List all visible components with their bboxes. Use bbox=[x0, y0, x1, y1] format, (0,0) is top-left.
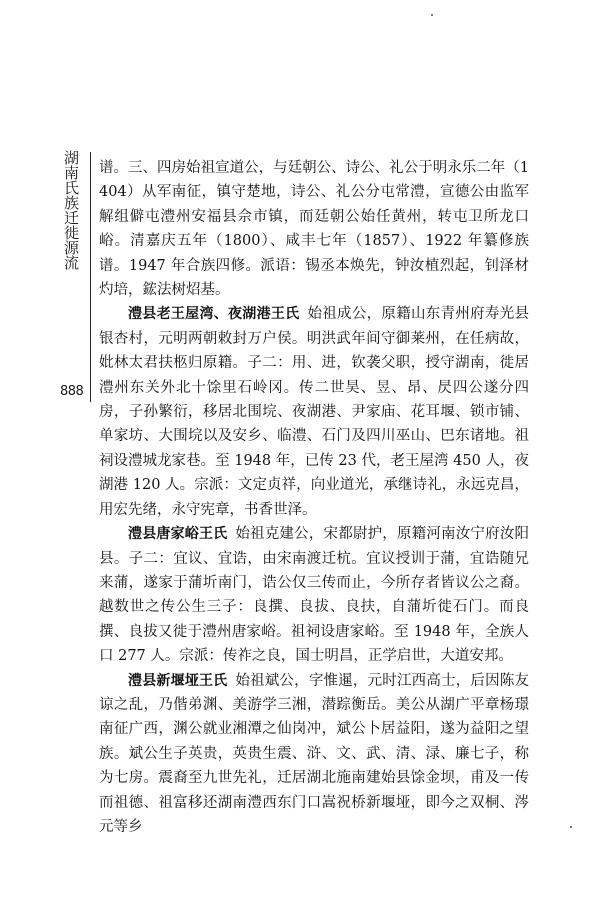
paragraph-text: 始祖斌公，字惟暹，元时江西高士，后因陈友谅之乱，乃偕弟渊、美游学三湘，潜踪衡岳。美公从湖广平章杨璟南征广西，渊公就业湘潭之仙岗冲，斌公卜居益阳，遂为益阳之望族。斌公生子英贵，英贵生震、浒、文、武、清、渌、廉七子，称为七房。震裔至九世先礼，迁居湖北施南建始县馀金坝，甫及一传而祖德、祖富移还湖南澧西东门口嵩祝桥新堰垭，即今之双桐、涔元等乡 bbox=[99, 672, 530, 835]
clan-title: 澧县唐家峪王氏 bbox=[128, 526, 228, 543]
clan-title: 澧县老王屋湾、夜湖港王氏 bbox=[128, 306, 300, 323]
side-rule bbox=[90, 152, 91, 402]
paragraph bbox=[99, 522, 529, 668]
paragraph bbox=[99, 156, 529, 302]
paragraph bbox=[99, 669, 529, 840]
clan-title: 澧县新堰垭王氏 bbox=[128, 672, 228, 689]
paragraph bbox=[99, 302, 529, 522]
page-number: 888 bbox=[60, 384, 84, 399]
paragraph-text: 始祖成公，原籍山东青州府寿光县银杏村，元明两朝敕封万户侯。明洪武年间守御莱州，在任病故，妣林太君扶柩归原籍。子二：用、进，钦袭父职，授守湖南，徙居澧州东关外北十馀里石岭冈。传二世昊、昱、昂、昃四公遂分四房，子孙繁衍，移居北围垸、夜湖港、尹家庙、花耳堰、锁市铺、单家坊、大围垸以及安乡、临澧、石门及四川巫山、巴东诸地。祖祠设澧城龙家巷。至 1948 年，已传 23 代，老王屋湾 450 人，夜湖港 120 人。宗派：文定贞祥，向业道光，承继诗礼，永远克昌，用宏先绪，永守宪章，书香世泽。 bbox=[99, 306, 530, 518]
paragraph-text: 谱。三、四房始祖宣道公，与廷朝公、诗公、礼公于明永乐二年（1404）从军南征，镇守楚地，诗公、礼公分屯常澧，宣德公由监军解组僻屯澧州安福县佘市镇，而廷朝公始任黄州，转屯卫所龙口峪。清嘉庆五年（1800）、咸丰七年（1857）、1922 年纂修族谱。1947 年合族四修。派语：锡丞本焕先，钟汝植烈起，钊泽材灼培，鋐法树炤基。 bbox=[99, 160, 529, 299]
main-text bbox=[99, 156, 529, 839]
paragraph-text: 始祖克建公，宋都尉护，原籍河南汝宁府汝阳县。子二：宜议、宜诰，由宋南渡迁杭。宜议授训于蒲，宜诰随兄来蒲，遂家于蒲圻南门，诰公仅三传而止，今所存者皆议公之裔。越数世之传公生三子：良撰、良拔、良扶，自蒲圻徙石门。而良撰、良拔又徙于澧州唐家峪。祖祠设唐家峪。至 1948 年，全族人口 277 人。宗派：传祚之良，国士明昌，正学启世，大道安邦。 bbox=[99, 526, 530, 665]
scan-speck bbox=[570, 826, 572, 828]
scan-speck bbox=[431, 14, 433, 16]
side-title: 湖南氏族迁徙源流 bbox=[62, 150, 80, 270]
